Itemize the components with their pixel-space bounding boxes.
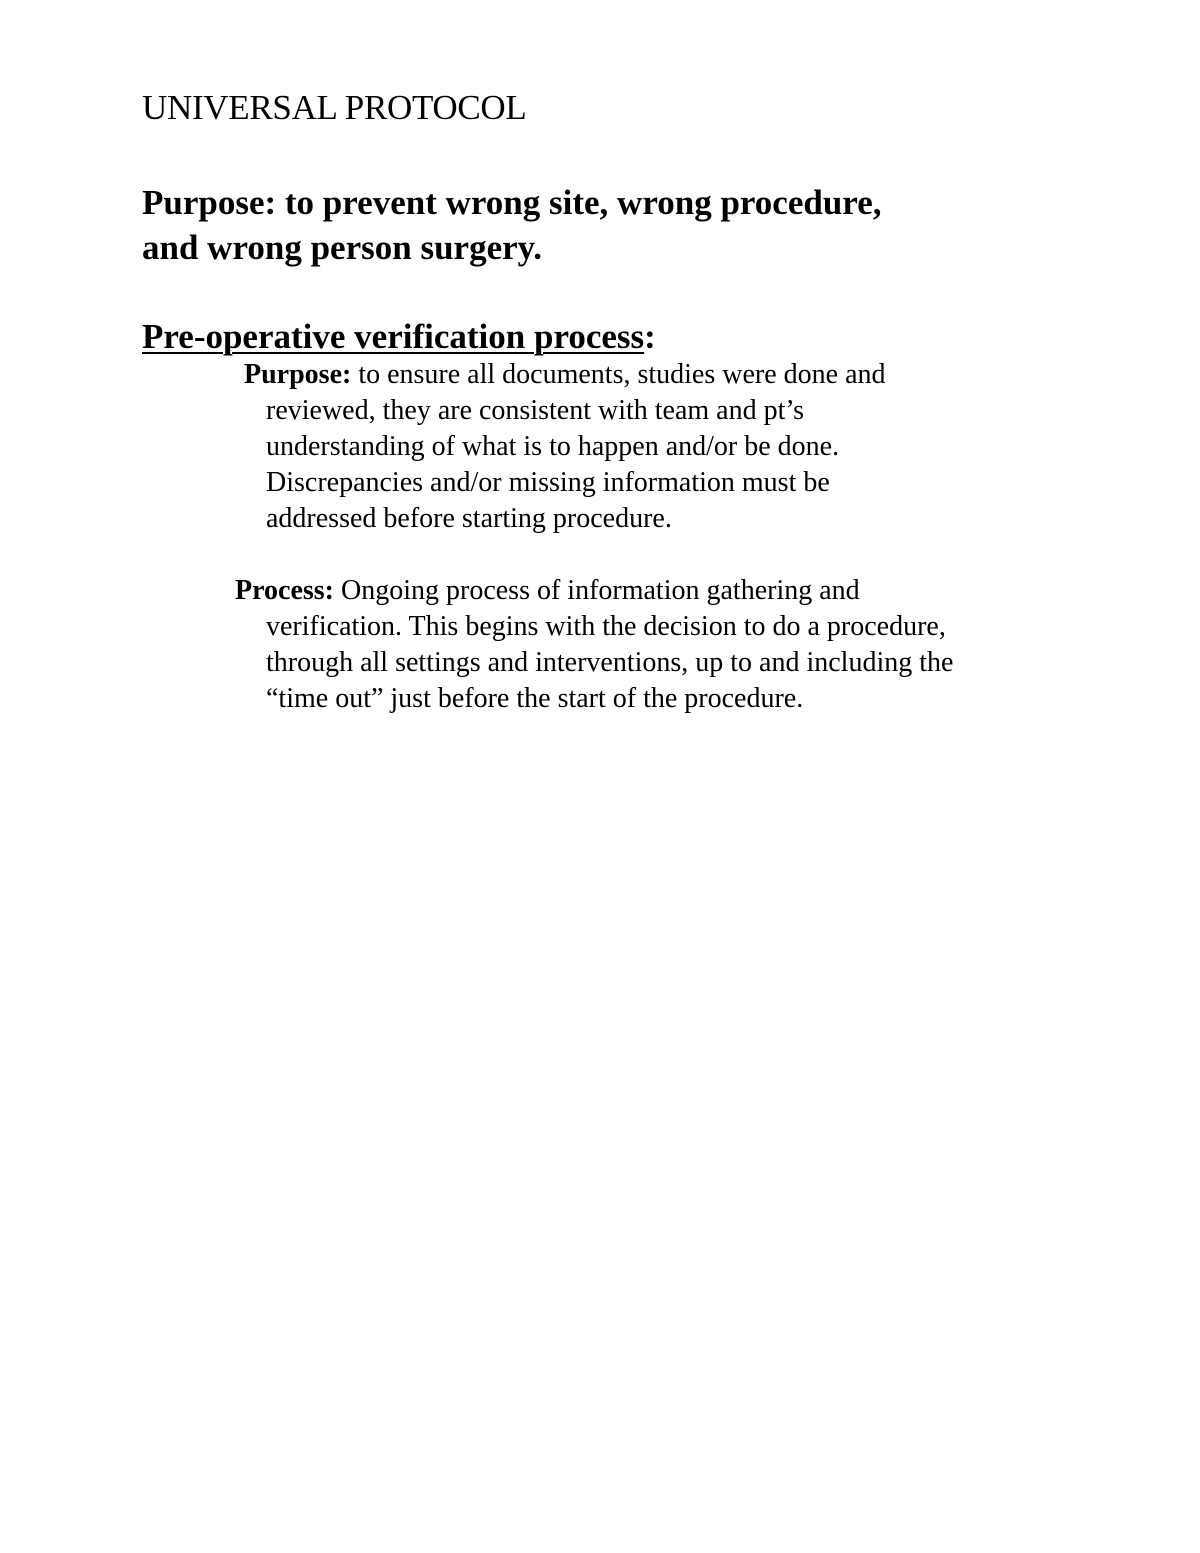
purpose-statement-line-2: and wrong person surgery.: [142, 228, 542, 267]
process-first-line-text: Ongoing process of information gathering and: [334, 575, 860, 606]
process-paragraph-line: through all settings and interventions, up to and including the: [266, 647, 954, 678]
purpose-label: Purpose:: [244, 359, 352, 390]
process-paragraph-first-line: [235, 573, 953, 609]
purpose-statement-line-1: Purpose: to prevent wrong site, wrong procedure,: [142, 183, 882, 222]
purpose-paragraph-line: addressed before starting procedure.: [266, 503, 672, 534]
process-paragraph-line: verification. This begins with the decision to do a procedure,: [266, 611, 946, 642]
purpose-paragraph-line: reviewed, they are consistent with team and pt’s: [266, 395, 805, 426]
section-heading-colon: :: [644, 317, 656, 356]
purpose-paragraph-first-line: [244, 357, 886, 393]
section-heading: [142, 315, 656, 359]
purpose-statement: [142, 180, 882, 270]
purpose-paragraph-line: understanding of what is to happen and/or be done.: [266, 431, 840, 462]
document-title: UNIVERSAL PROTOCOL: [142, 88, 527, 127]
purpose-first-line-text: to ensure all documents, studies were done and: [351, 359, 886, 390]
section-heading-text: Pre-operative verification process: [142, 317, 645, 356]
purpose-paragraph-line: Discrepancies and/or missing information must be: [266, 467, 830, 498]
purpose-paragraph: [244, 357, 886, 537]
process-paragraph-line: “time out” just before the start of the procedure.: [266, 683, 804, 714]
process-paragraph: [235, 573, 953, 717]
process-label: Process:: [235, 575, 334, 606]
